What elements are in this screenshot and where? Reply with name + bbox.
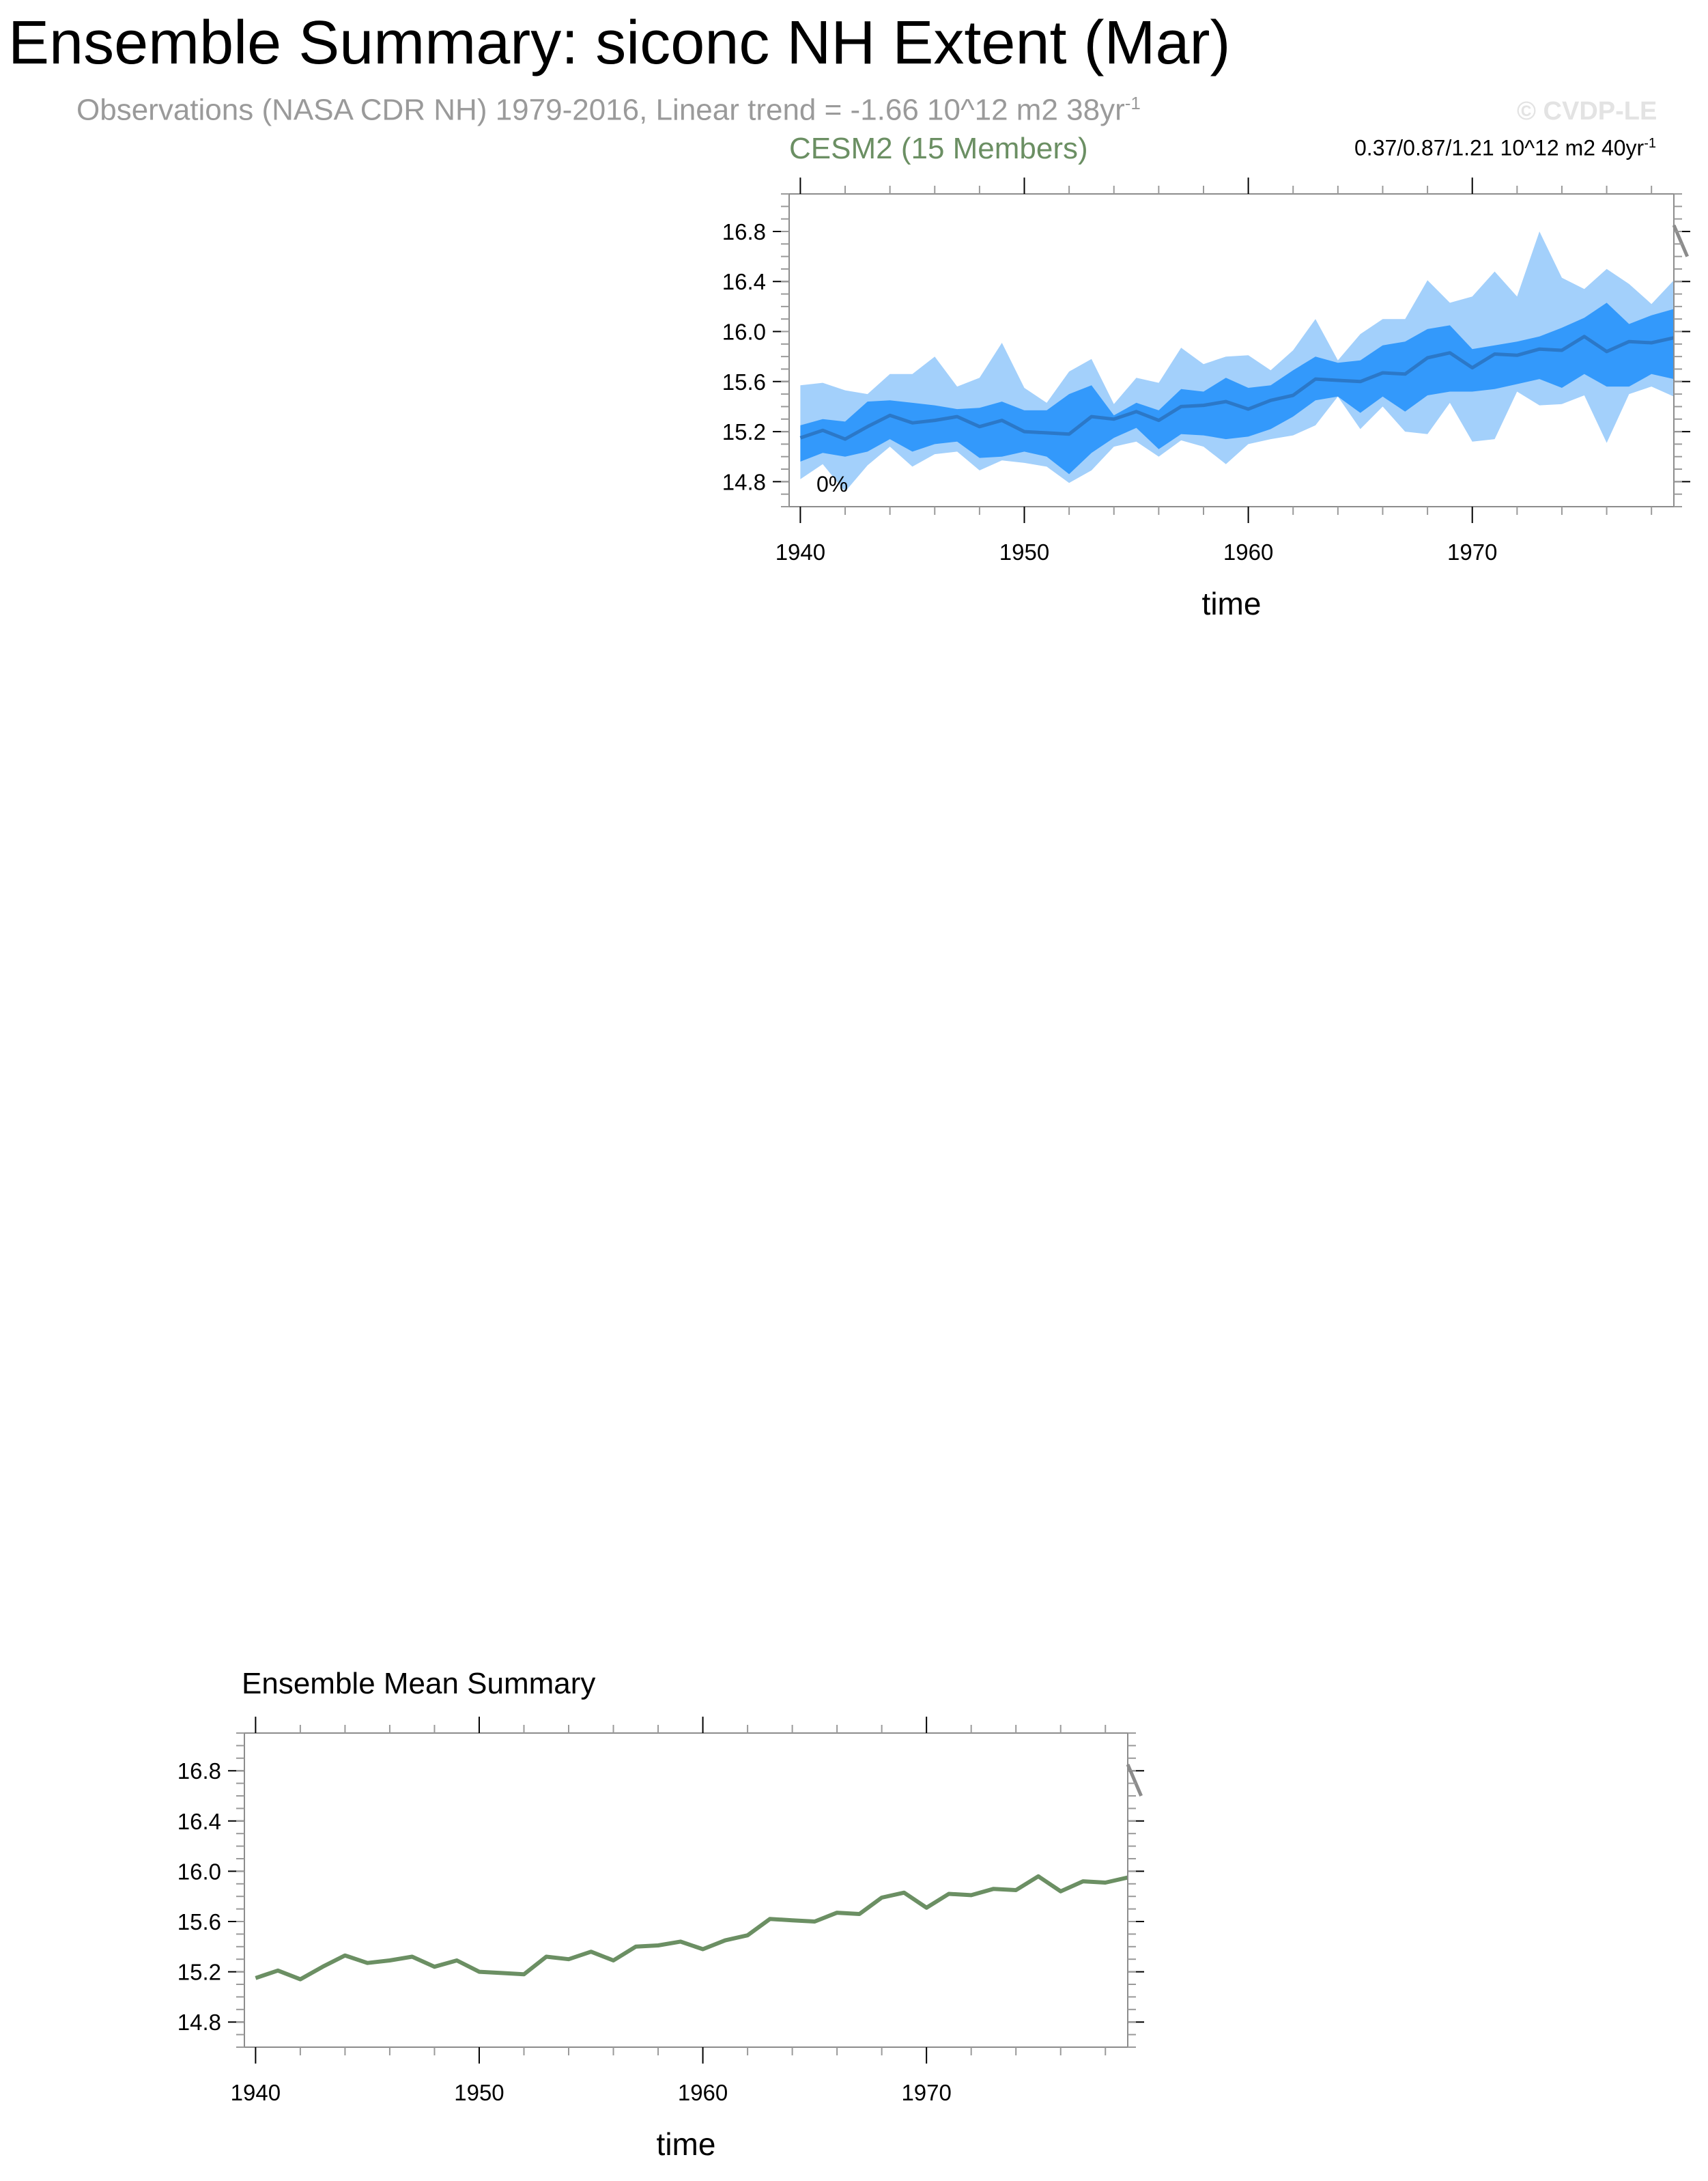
y-tick-label: 15.6 [177, 1909, 221, 1934]
observations-trend-marker [1674, 225, 1688, 257]
trend-label-text: 0.37/0.87/1.21 10^12 m2 40yr [1354, 135, 1645, 160]
y-tick-label: 16.8 [177, 1758, 221, 1784]
x-tick-label: 1970 [901, 2080, 952, 2105]
x-axis-title: time [656, 2126, 716, 2162]
subtitle-exponent: -1 [1124, 93, 1141, 113]
ensemble-mean-summary-line [255, 1876, 1128, 1980]
copyright-label: © CVDP-LE [1517, 97, 1657, 126]
y-tick-label: 16.8 [722, 219, 766, 244]
x-tick-label: 1940 [230, 2080, 281, 2105]
main-title: Ensemble Summary: siconc NH Extent (Mar) [8, 9, 1231, 77]
trend-label-exponent: -1 [1644, 136, 1656, 151]
x-axis-title: time [1201, 586, 1262, 621]
percent-label: 0% [816, 472, 849, 496]
y-tick-label: 15.2 [722, 419, 766, 445]
y-tick-label: 16.0 [177, 1859, 221, 1885]
x-tick-label: 1960 [677, 2080, 728, 2105]
x-tick-label: 1950 [454, 2080, 504, 2105]
y-tick-label: 16.4 [722, 269, 766, 295]
subtitle-text: Observations (NASA CDR NH) 1979-2016, Linear trend = -1.66 10^12 m2 38yr [76, 93, 1125, 127]
observations-trend-marker [1128, 1764, 1141, 1796]
y-tick-label: 15.2 [177, 1959, 221, 1985]
y-tick-label: 14.8 [722, 469, 766, 495]
x-tick-label: 1940 [775, 539, 826, 565]
chart-panel-1 [177, 1717, 1144, 2162]
y-tick-label: 16.0 [722, 319, 766, 345]
chart-panel-0 [722, 178, 1690, 621]
y-tick-label: 14.8 [177, 2010, 221, 2036]
y-tick-label: 15.6 [722, 369, 766, 395]
x-tick-label: 1970 [1447, 539, 1498, 565]
x-tick-label: 1950 [999, 539, 1050, 565]
panel-title: CESM2 (15 Members) [789, 132, 1088, 165]
mean-summary-title: Ensemble Mean Summary [242, 1667, 596, 1700]
x-tick-label: 1960 [1223, 539, 1274, 565]
y-tick-label: 16.4 [177, 1808, 221, 1834]
